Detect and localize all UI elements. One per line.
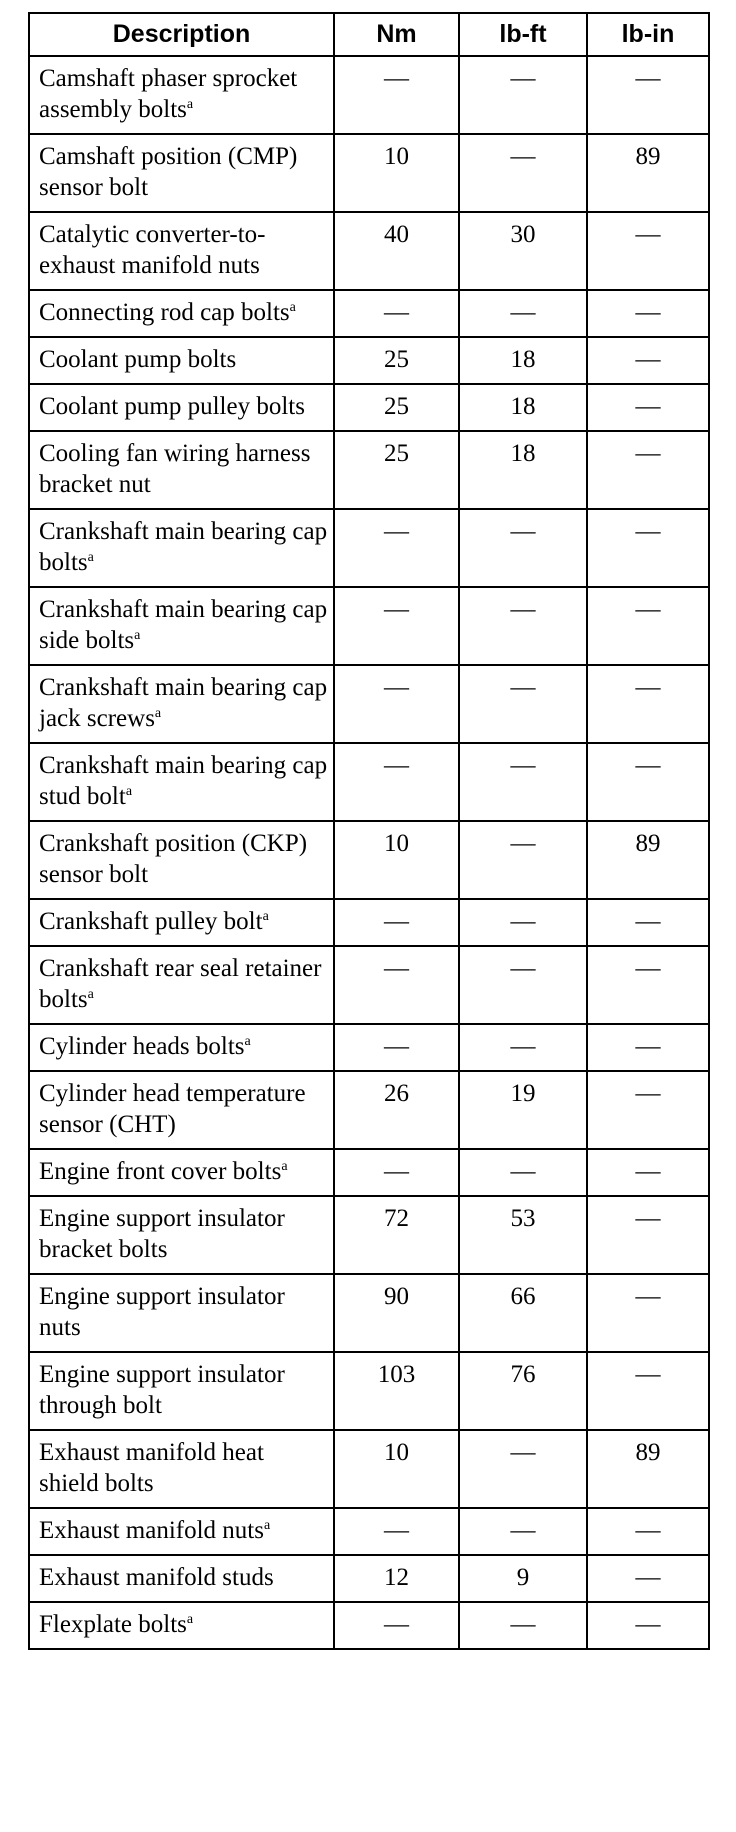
- description-text: Exhaust manifold heat shield bolts: [39, 1439, 264, 1497]
- description-text: Catalytic converter-to-exhaust manifold nuts: [39, 221, 266, 279]
- table-row: [29, 212, 709, 290]
- lbin-cell: —: [587, 743, 709, 821]
- lbft-cell: 18: [459, 384, 587, 431]
- nm-cell: —: [334, 1602, 459, 1649]
- description-cell: [29, 56, 334, 134]
- nm-cell: —: [334, 290, 459, 337]
- description-cell: [29, 821, 334, 899]
- table-row: [29, 56, 709, 134]
- nm-cell: 40: [334, 212, 459, 290]
- lbin-cell: —: [587, 1196, 709, 1274]
- footnote-marker: a: [125, 784, 133, 799]
- lbft-cell: —: [459, 134, 587, 212]
- lbin-cell: 89: [587, 821, 709, 899]
- description-text: Engine support insulator nuts: [39, 1283, 285, 1341]
- lbft-cell: 18: [459, 431, 587, 509]
- description-text: Crankshaft main bearing cap stud bolt: [39, 752, 328, 810]
- lbft-cell: —: [459, 1024, 587, 1071]
- table-row: [29, 1149, 709, 1196]
- lbin-cell: —: [587, 1602, 709, 1649]
- table-row: [29, 743, 709, 821]
- lbft-cell: 9: [459, 1555, 587, 1602]
- table-row: [29, 337, 709, 384]
- description-cell: [29, 1071, 334, 1149]
- table-row: [29, 1024, 709, 1071]
- lbin-cell: —: [587, 1352, 709, 1430]
- footnote-marker: a: [154, 706, 162, 721]
- lbft-cell: —: [459, 743, 587, 821]
- footnote-marker: a: [281, 1159, 288, 1174]
- nm-cell: 90: [334, 1274, 459, 1352]
- footnote-marker: a: [289, 300, 296, 315]
- description-text: Crankshaft position (CKP) sensor bolt: [39, 830, 308, 888]
- nm-cell: 72: [334, 1196, 459, 1274]
- table-body: [29, 56, 709, 1649]
- lbin-cell: 89: [587, 134, 709, 212]
- lbft-cell: 76: [459, 1352, 587, 1430]
- lbin-cell: —: [587, 509, 709, 587]
- nm-cell: —: [334, 665, 459, 743]
- table-row: [29, 384, 709, 431]
- nm-cell: 25: [334, 384, 459, 431]
- description-text: Cylinder head temperature sensor (CHT): [39, 1080, 306, 1138]
- lbft-cell: 53: [459, 1196, 587, 1274]
- lbin-cell: —: [587, 1555, 709, 1602]
- description-cell: [29, 431, 334, 509]
- lbin-cell: —: [587, 212, 709, 290]
- description-cell: [29, 290, 334, 337]
- lbft-cell: —: [459, 290, 587, 337]
- description-text: Exhaust manifold nuts: [39, 1517, 264, 1544]
- lbft-cell: 18: [459, 337, 587, 384]
- table-row: [29, 899, 709, 946]
- table-row: [29, 509, 709, 587]
- lbft-cell: 30: [459, 212, 587, 290]
- description-cell: [29, 1024, 334, 1071]
- description-cell: [29, 1274, 334, 1352]
- nm-cell: —: [334, 56, 459, 134]
- description-cell: [29, 946, 334, 1024]
- nm-cell: 10: [334, 134, 459, 212]
- description-text: Connecting rod cap bolts: [39, 299, 290, 326]
- lbft-cell: —: [459, 1149, 587, 1196]
- lbft-cell: —: [459, 587, 587, 665]
- description-cell: [29, 1196, 334, 1274]
- description-cell: [29, 134, 334, 212]
- lbft-cell: —: [459, 946, 587, 1024]
- description-cell: [29, 1555, 334, 1602]
- nm-cell: 10: [334, 1430, 459, 1508]
- header-lbft: lb-ft: [459, 13, 587, 56]
- description-text: Crankshaft rear seal retainer bolts: [39, 955, 322, 1013]
- lbft-cell: —: [459, 899, 587, 946]
- nm-cell: —: [334, 1508, 459, 1555]
- description-text: Engine support insulator bracket bolts: [39, 1205, 285, 1263]
- table-row: [29, 587, 709, 665]
- lbin-cell: —: [587, 1274, 709, 1352]
- description-text: Coolant pump pulley bolts: [39, 393, 305, 420]
- lbin-cell: —: [587, 384, 709, 431]
- lbin-cell: —: [587, 1071, 709, 1149]
- table-row: [29, 1196, 709, 1274]
- table-row: [29, 1352, 709, 1430]
- header-row: [29, 13, 709, 56]
- nm-cell: —: [334, 946, 459, 1024]
- nm-cell: —: [334, 509, 459, 587]
- lbin-cell: —: [587, 587, 709, 665]
- description-text: Crankshaft main bearing cap bolts: [39, 518, 328, 576]
- table-row: [29, 1071, 709, 1149]
- lbft-cell: —: [459, 56, 587, 134]
- lbin-cell: —: [587, 1508, 709, 1555]
- description-cell: [29, 384, 334, 431]
- description-text: Cooling fan wiring harness bracket nut: [39, 440, 311, 498]
- description-cell: [29, 1508, 334, 1555]
- description-text: Crankshaft main bearing cap jack screws: [39, 674, 328, 732]
- description-text: Coolant pump bolts: [39, 346, 237, 373]
- table-row: [29, 1430, 709, 1508]
- table-row: [29, 1274, 709, 1352]
- description-cell: [29, 743, 334, 821]
- lbin-cell: 89: [587, 1430, 709, 1508]
- footnote-marker: a: [263, 1518, 271, 1533]
- description-text: Engine support insulator through bolt: [39, 1361, 285, 1419]
- table-row: [29, 1602, 709, 1649]
- description-cell: [29, 665, 334, 743]
- lbin-cell: —: [587, 665, 709, 743]
- description-text: Crankshaft pulley bolt: [39, 908, 263, 935]
- table-row: [29, 431, 709, 509]
- lbin-cell: —: [587, 56, 709, 134]
- lbin-cell: —: [587, 290, 709, 337]
- lbin-cell: —: [587, 431, 709, 509]
- torque-spec-table: [28, 12, 710, 1650]
- description-text: Crankshaft main bearing cap side bolts: [39, 596, 328, 654]
- header-lbin: lb-in: [587, 13, 709, 56]
- description-text: Engine front cover bolts: [39, 1158, 282, 1185]
- description-text: Cylinder heads bolts: [39, 1033, 245, 1060]
- nm-cell: —: [334, 899, 459, 946]
- nm-cell: 26: [334, 1071, 459, 1149]
- table-row: [29, 290, 709, 337]
- lbft-cell: —: [459, 665, 587, 743]
- nm-cell: —: [334, 1149, 459, 1196]
- footnote-marker: a: [244, 1034, 251, 1049]
- lbin-cell: —: [587, 1024, 709, 1071]
- description-cell: [29, 1430, 334, 1508]
- nm-cell: 25: [334, 431, 459, 509]
- lbft-cell: 66: [459, 1274, 587, 1352]
- header-nm: Nm: [334, 13, 459, 56]
- table-row: [29, 821, 709, 899]
- description-text: Exhaust manifold studs: [39, 1564, 274, 1591]
- footnote-marker: a: [87, 550, 94, 565]
- footnote-marker: a: [186, 97, 194, 112]
- lbft-cell: 19: [459, 1071, 587, 1149]
- nm-cell: 25: [334, 337, 459, 384]
- table-row: [29, 665, 709, 743]
- description-cell: [29, 1352, 334, 1430]
- description-text: Flexplate bolts: [39, 1611, 187, 1638]
- lbft-cell: —: [459, 1602, 587, 1649]
- description-cell: [29, 1149, 334, 1196]
- description-text: Camshaft phaser sprocket assembly bolts: [39, 65, 298, 123]
- lbin-cell: —: [587, 1149, 709, 1196]
- lbin-cell: —: [587, 899, 709, 946]
- lbft-cell: —: [459, 509, 587, 587]
- description-cell: [29, 337, 334, 384]
- header-description: Description: [29, 13, 334, 56]
- description-cell: [29, 212, 334, 290]
- description-cell: [29, 587, 334, 665]
- table-row: [29, 134, 709, 212]
- nm-cell: 10: [334, 821, 459, 899]
- lbft-cell: —: [459, 821, 587, 899]
- lbft-cell: —: [459, 1430, 587, 1508]
- table-row: [29, 1555, 709, 1602]
- nm-cell: —: [334, 587, 459, 665]
- footnote-marker: a: [186, 1612, 194, 1627]
- footnote-marker: a: [134, 628, 141, 643]
- nm-cell: 12: [334, 1555, 459, 1602]
- description-cell: [29, 899, 334, 946]
- lbin-cell: —: [587, 337, 709, 384]
- footnote-marker: a: [87, 987, 94, 1002]
- table-row: [29, 946, 709, 1024]
- footnote-marker: a: [262, 909, 269, 924]
- lbft-cell: —: [459, 1508, 587, 1555]
- description-cell: [29, 1602, 334, 1649]
- nm-cell: 103: [334, 1352, 459, 1430]
- description-cell: [29, 509, 334, 587]
- description-text: Camshaft position (CMP) sensor bolt: [39, 143, 298, 201]
- nm-cell: —: [334, 1024, 459, 1071]
- table-row: [29, 1508, 709, 1555]
- nm-cell: —: [334, 743, 459, 821]
- lbin-cell: —: [587, 946, 709, 1024]
